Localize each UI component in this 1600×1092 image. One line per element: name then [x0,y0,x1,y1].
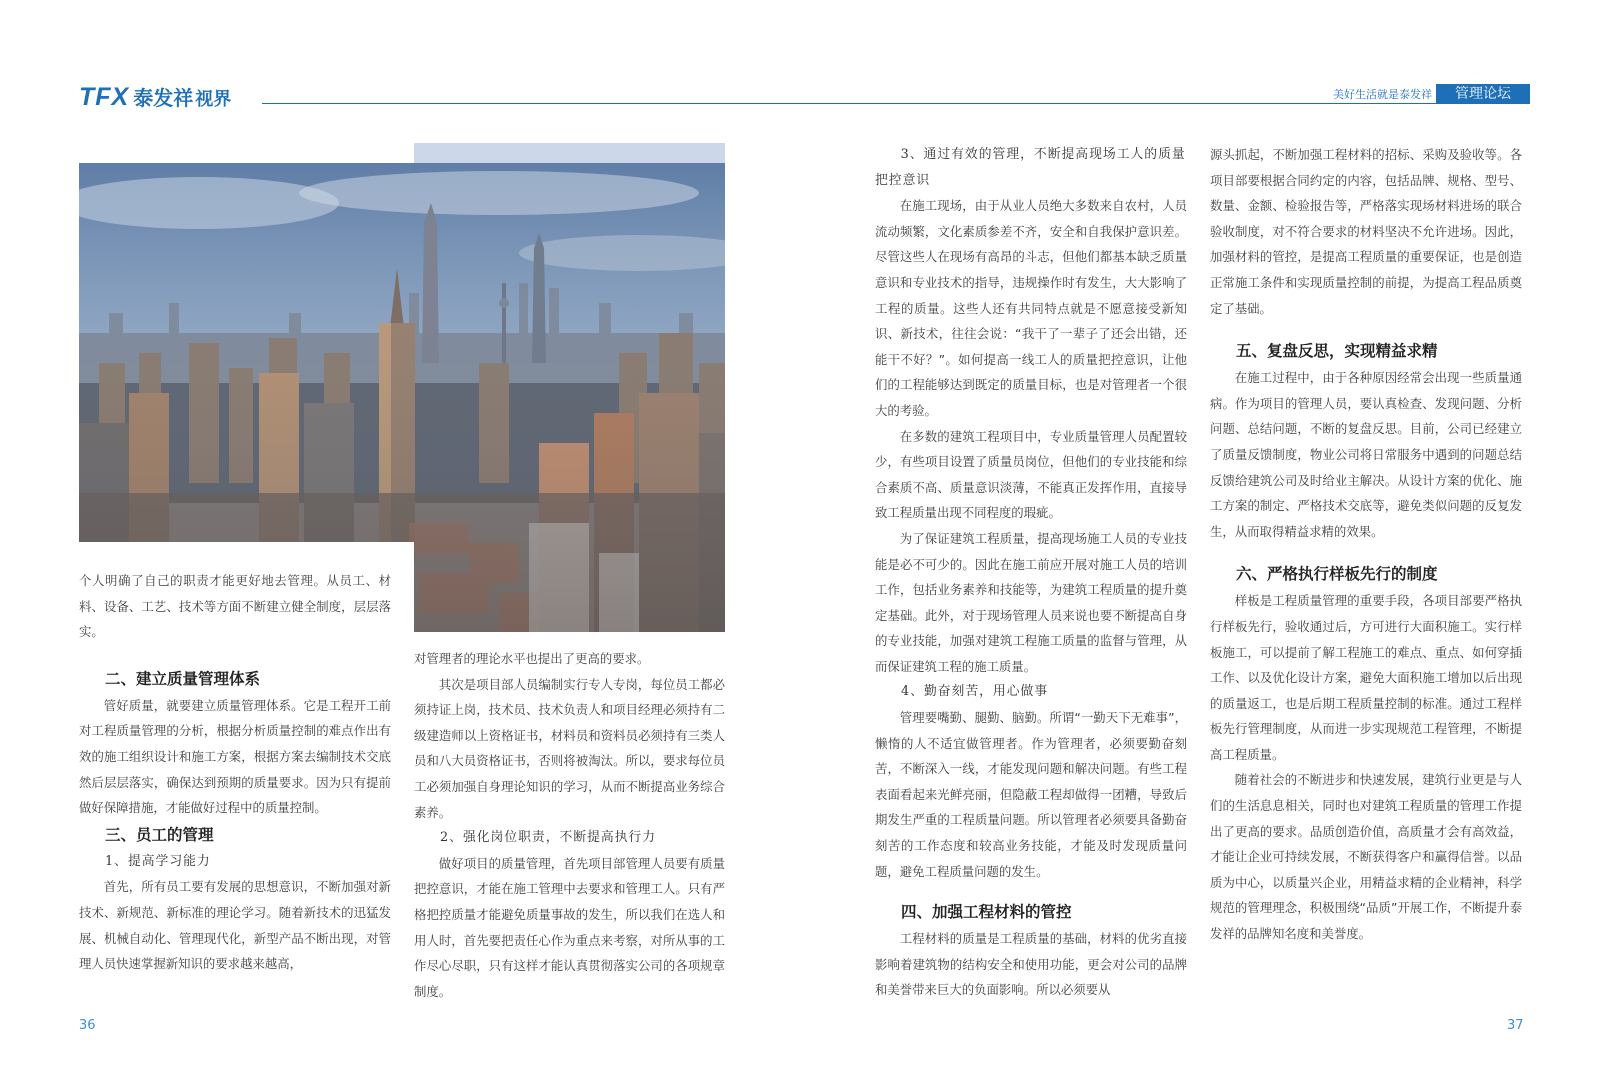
right-page-column-2 [1210,142,1522,947]
section-heading: 二、建立质量管理体系 [105,669,261,688]
sub-heading: 2、强化岗位职责，不断提高执行力 [440,830,657,846]
paragraph: 在施工过程中，由于各种原因经常会出现一些质量通病。作为项目的管理人员，要认真检查、发现问题、分析问题、总结问题，不断的复盘反思。目前，公司已经建立了质量反馈制度，物业公司将日常服务中遇到的问题总结反馈给建筑公司及时给业主解决。从设计方案的优化、施工方案的制定、严格技术交底等，避免类似问题的反复发生，从而取得精益求精的效果。 [1210,370,1522,539]
paragraph: 为了保证建筑工程质量，提高现场施工人员的专业技能是必不可少的。因此在施工前应开展对施工人员的培训工作，包括业务素养和技能等，为建筑工程质量的提升奠定基础。此外，对于现场管理人员来说也要不断提高自身的专业技能，加强对建筑工程施工质量的监督与管理，从而保证建筑工程的施工质量。 [875,530,1187,674]
paragraph: 首先，所有员工要有发展的思想意识，不断加强对新技术、新规范、新标准的理论学习。随着新技术的迅猛发展、机械自动化、管理现代化，新型产品不断出现，对管理人员快速掌握新知识的要求越来越高， [79,879,391,972]
logo-brand: 泰发祥 [133,86,194,110]
sub-heading: 4、勤奋刻苦，用心做事 [901,684,1049,700]
paragraph: 样板是工程质量管理的重要手段，各项目部要严格执行样板先行，验收通过后，方可进行大面积施工。实行样板施工，可以提前了解工程施工的难点、重点、如何穿插工作、以及优化设计方案，避免大面积施工增加以后出现的质量返工，也是后期工程质量控制的标准。通过工程样板先行管理制度，从而进一步实现规范工程管理，不断提高工程质量。 [1210,593,1522,762]
paragraph: 其次是项目部人员编制实行专人专岗，每位员工都必须持证上岗，技术员、技术负责人和项目经理必须持有二级建造师以上资格证书，材料员和资料员必须持有三类人员和八大员资格证书，否则将被淘汰。所以，要求每位员工必须加强自身理论知识的学习，从而不断提高业务综合素养。 [414,676,725,820]
section-heading: 六、严格执行样板先行的制度 [1236,565,1438,584]
paragraph: 工程材料的质量是工程质量的基础，材料的优劣直接影响着建筑物的结构安全和使用功能，更会对公司的品牌和美誉带来巨大的负面影响。所以必须要从 [875,931,1187,998]
paragraph: 源头抓起，不断加强工程材料的招标、采购及验收等。各项目部要根据合同约定的内容，包括品牌、规格、型号、数量、金额、检验报告等，严格落实现场材料进场的联合验收制度，对不符合要求的材料坚决不允许进场。因此，加强材料的管控，是提高工程质量的重要保证，也是创造正常施工条件和实现质量控制的前提，为提高工程品质奠定了基础。 [1210,147,1522,316]
header-rule [262,103,1530,104]
paragraph: 管理要嘴勤、腿勤、脑勤。所谓“一勤天下无难事”，懒惰的人不适宜做管理者。作为管理者，必须要勤奋刻苦，不断深入一线，才能发现问题和解决问题。有些工程表面看起来光鲜亮丽，但隐蔽工程却做得一团糟，导致后期发生严重的工程质量问题。所以管理者必须要具备勤奋刻苦的工作态度和较高业务技能，才能及时发现质量问题，避免工程质量问题的发生。 [875,710,1187,879]
right-page-column-1 [875,142,1187,1003]
photo-backdrop-top [414,143,725,163]
city-skyline-photo [79,163,725,632]
sub-heading: 3、通过有效的管理，不断提高现场工人的质量把控意识 [875,147,1186,188]
section-heading: 五、复盘反思，实现精益求精 [1236,342,1438,361]
paragraph: 在施工现场，由于从业人员绝大多数来自农村，人员流动频繁，文化素质参差不齐，安全和自我保护意识差。尽管这些人在现场有高昂的斗志，但他们都基本缺乏质量意识和专业技术的指导，违规操作时有发生，大大影响了工程的质量。这些人还有共同特点就是不愿意接受新知识、新技术，往往会说：“我干了一辈子了还会出错，还能干不好？”。如何提高一线工人的质量把控意识，让他们的工程能够达到既定的质量目标，也是对管理者一个很大的考验。 [875,198,1187,418]
logo-tfx: TFX [79,83,130,111]
page-number-left: 36 [79,1018,96,1033]
section-heading: 三、员工的管理 [105,825,214,844]
header-slogan: 美好生活就是泰发祥 [1333,88,1432,101]
section-tag: 管理论坛 [1436,84,1530,104]
paragraph: 在多数的建筑工程项目中，专业质量管理人员配置较少，有些项目设置了质量员岗位，但他们的专业技能和综合素质不高、质量意识淡薄，不能真正发挥作用，直接导致工程质量出现不同程度的瑕疵。 [875,428,1187,521]
paragraph: 对管理者的理论水平也提出了更高的要求。 [414,651,650,666]
page-number-right: 37 [1507,1018,1524,1033]
left-page-column-2 [414,646,725,1004]
sub-heading: 1、提高学习能力 [105,853,211,869]
paragraph: 随着社会的不断进步和快速发展，建筑行业更是与人们的生活息息相关，同时也对建筑工程质量的管理工作提出了更高的要求。品质创造价值，高质量才会有高效益，才能让企业可持续发展，不断获得客户和赢得信誉。以品质为中心，以质量兴企业，用精益求精的企业精神，科学规范的管理理念，积极围绕“品质”开展工作，不断提升泰发祥的品牌知名度和美誉度。 [1210,772,1522,942]
section-heading: 四、加强工程材料的管控 [901,903,1072,922]
paragraph: 个人明确了自己的职责才能更好地去管理。从员工、材料、设备、工艺、技术等方面不断建立健全制度，层层落实。 [79,573,391,640]
magazine-logo [79,82,232,111]
paragraph: 做好项目的质量管理，首先项目部管理人员要有质量把控意识，才能在施工管理中去要求和管理工人。只有严格把控质量才能避免质量事故的发生，所以我们在选人和用人时，首先要把责任心作为重点来考察，对所从事的工作尽心尽职，只有这样才能认真贯彻落实公司的各项规章制度。 [414,855,725,999]
left-page-column-1 [79,568,391,977]
logo-vision: 视界 [195,89,232,110]
paragraph: 管好质量，就要建立质量管理体系。它是工程开工前对工程质量管理的分析，根据分析质量控制的难点作出有效的施工组织设计和施工方案，根据方案去编制技术交底然后层层落实，确保达到预期的质量要求。因为只有提前做好保障措施，才能做好过程中的质量控制。 [79,697,391,816]
